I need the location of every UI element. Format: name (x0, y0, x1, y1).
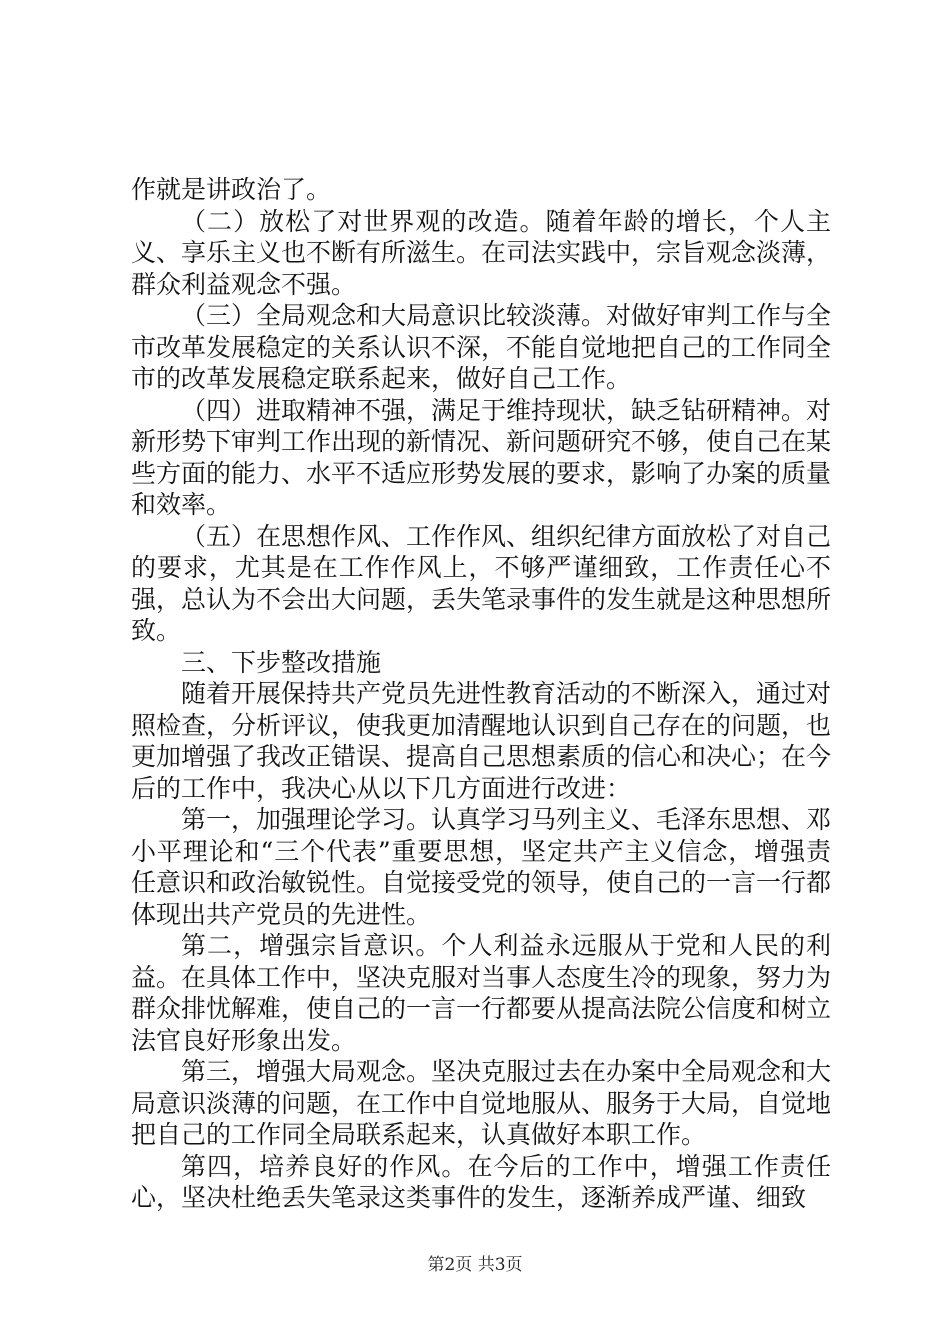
paragraph-continuation: 作就是讲政治了。 (131, 175, 332, 204)
paragraph-point-two: （二）放松了对世界观的改造。随着年龄的增长，个人主义、享乐主义也不断有所滋生。在司法实践中，宗旨观念淡薄，群众利益观念不强。 (131, 206, 832, 299)
paragraph-point-five: （五）在思想作风、工作作风、组织纪律方面放松了对自己的要求，尤其是在工作作风上，不够严谨细致，工作责任心不强，总认为不会出大问题，丢失笔录事件的发生就是这种思想所致。 (131, 521, 832, 645)
paragraph-point-four: （四）进取精神不强，满足于维持现状，缺乏钻研精神。对新形势下审判工作出现的新情况、新问题研究不够，使自己在某些方面的能力、水平不适应形势发展的要求，影响了办案的质量和效率。 (131, 395, 832, 519)
paragraph-measures-intro: 随着开展保持共产党员先进性教育活动的不断深入，通过对照检查，分析评议，使我更加清醒地认识到自己存在的问题，也更加增强了我改正错误、提高自己思想素质的信心和决心；在今后的工作中，我决心从以下几方面进行改进： (131, 679, 832, 803)
section-heading-measures: 三、下步整改措施 (181, 647, 382, 677)
paragraph-point-three: （三）全局观念和大局意识比较淡薄。对做好审判工作与全市改革发展稳定的关系认识不深，不能自觉地把自己的工作同全市的改革发展稳定联系起来，做好自己工作。 (131, 301, 832, 393)
paragraph-measure-four: 第四，培养良好的作风。在今后的工作中，增强工作责任心，坚决杜绝丢失笔录这类事件的发生，逐渐养成严谨、细致 (131, 1151, 831, 1212)
paragraph-measure-three: 第三，增强大局观念。坚决克服过去在办案中全局观念和大局意识淡薄的问题，在工作中自觉地服从、服务于大局，自觉地把自己的工作同全局联系起来，认真做好本职工作。 (131, 1057, 832, 1149)
paragraph-measure-two: 第二，增强宗旨意识。个人利益永远服从于党和人民的利益。在具体工作中，坚决克服对当事人态度生冷的现象，努力为群众排忧解难，使自己的一言一行都要从提高法院公信度和树立法官良好形象出发。 (131, 931, 832, 1055)
page-number-footer: 第2页 共3页 (427, 1255, 523, 1275)
document-body (131, 174, 831, 1214)
paragraph-measure-one: 第一，加强理论学习。认真学习马列主义、毛泽东思想、邓小平理论和“三个代表”重要思想，坚定共产主义信念，增强责任意识和政治敏锐性。自觉接受党的领导，使自己的一言一行都体现出共产党员的先进性。 (131, 805, 832, 929)
